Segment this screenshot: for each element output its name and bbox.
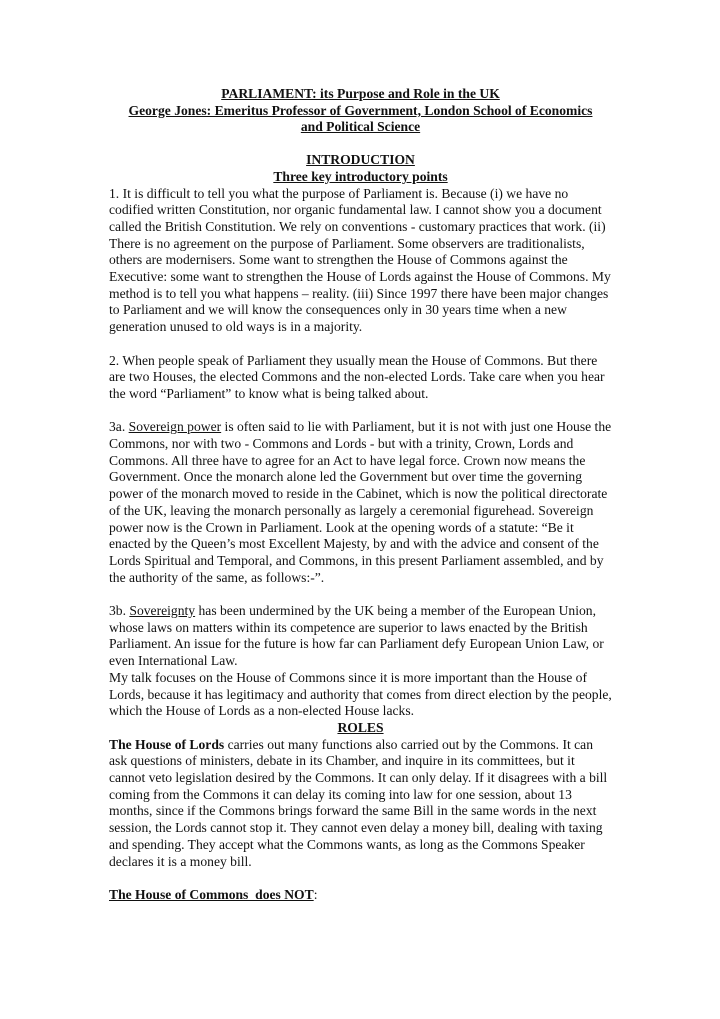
lords-paragraph bbox=[109, 737, 612, 871]
house-of-commons-term: The House of Commons does NOT bbox=[109, 886, 314, 902]
paragraph-4: My talk focuses on the House of Commons since it is more important than the House of Lords, because it has legitimacy and authority that comes from direct election by the people, which the House of Lords as a non-elected House lacks. bbox=[109, 669, 612, 719]
house-of-lords-term: The House of Lords bbox=[109, 736, 225, 752]
paragraph-3b bbox=[109, 603, 612, 670]
paragraph-3a-prefix: 3a. bbox=[109, 419, 129, 435]
paragraph-3a-text: is often said to lie with Parliament, but it is not with just one House the Commons, nor with two - Commons and Lords - but with a trinity, Crown, Lords and Commons. All three have to agree for an Act to have legal force. Crown now means the Government. Once the monarch alone led the Government but over time the governing power of the monarch moved to reside in the Cabinet, which is now the political directorate of the UK, leaving the monarch personally as largely a ceremonial figurehead. Sovereign power now is the Crown in Parliament. Look at the opening words of a statute: “Be it enacted by the Queen’s most Excellent Majesty, by and with the advice and consent of the Lords Spiritual and Temporal, and Commons, in this present Parliament assembled, and by the authority of the same, as follows:-”. bbox=[109, 419, 612, 585]
document-page bbox=[109, 86, 612, 904]
paragraph-2: 2. When people speak of Parliament they usually mean the House of Commons. But there are two Houses, the elected Commons and the non-elected Lords. Take care when you hear the word “Parliament” to know what is being talked about. bbox=[109, 352, 605, 401]
lords-paragraph-text: carries out many functions also carried out by the Commons. It can ask questions of ministers, debate in its Chamber, and inquire in its committees, but it cannot veto legislation desired by the Commons. It can only delay. If it disagrees with a bill coming from the Commons it can delay its coming into law for one session, about 13 months, since if the Commons brings forward the same Bill in the same words in the next session, the Lords cannot stop it. They cannot even delay a money bill, dealing with taxing and spending. They accept what the Commons wants, as long as the Commons Speaker declares it is a money bill. bbox=[109, 736, 608, 869]
sovereign-power-term: Sovereign power bbox=[128, 419, 222, 435]
paragraph-3b-prefix: 3b. bbox=[109, 603, 130, 619]
introduction-heading: INTRODUCTION bbox=[306, 152, 415, 168]
roles-heading: ROLES bbox=[337, 719, 384, 735]
sovereignty-term: Sovereignty bbox=[129, 603, 196, 619]
author-line-2: and Political Science bbox=[300, 119, 421, 135]
paragraph-3b-text: has been undermined by the UK being a member of the European Union, whose laws on matters within its competence are superior to laws enacted by the British Parliament. An issue for the future is how far can Parliament defy European Union Law, or even International Law. bbox=[109, 603, 604, 669]
title-block bbox=[109, 86, 612, 136]
introduction-subheading: Three key introductory points bbox=[273, 168, 448, 184]
paragraph-1: 1. It is difficult to tell you what the purpose of Parliament is. Because (i) we have no codified written Constitution, nor organic fundamental law. I cannot show you a document called the British Constitution. We rely on conventions - customary practices that work. (ii) There is no agreement on the purpose of Parliament. Some observers are traditionalists, others are modernisers. Some want to strengthen the House of Commons against the Executive: some want to strengthen the House of Lords against the House of Commons. My method is to tell you what happens – reality. (iii) Since 1997 there have been major changes to Parliament and we will know the consequences only in 30 years time when a new generation unused to old ways is in a majority. bbox=[109, 185, 611, 335]
commons-paragraph bbox=[109, 887, 612, 904]
commons-suffix: : bbox=[313, 886, 318, 902]
roles-section bbox=[109, 720, 612, 904]
document-title: PARLIAMENT: its Purpose and Role in the UK bbox=[221, 86, 500, 101]
author-line-1: George Jones: Emeritus Professor of Government, London School of Economics bbox=[128, 102, 593, 118]
paragraph-3a bbox=[109, 419, 612, 586]
introduction-section bbox=[109, 152, 612, 720]
